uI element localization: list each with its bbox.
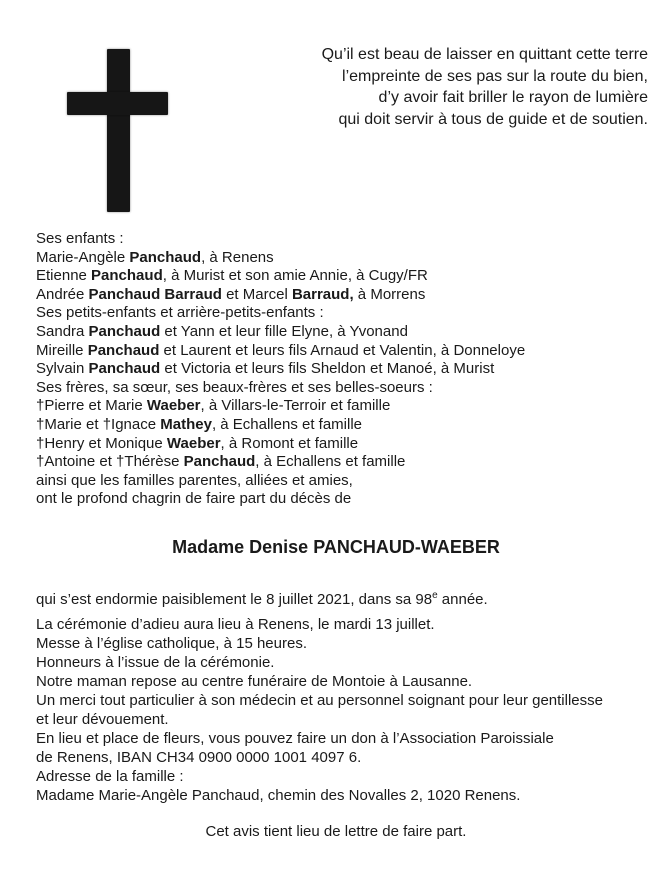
text-line: Adresse de la famille : [36,767,184,785]
text-line: Mireille Panchaud et Laurent et leurs fils Arnaud et Valentin, à Donneloye [36,341,526,359]
text-line: ont le profond chagrin de faire part du décès de [36,490,352,508]
text-line: Messe à l’église catholique, à 15 heures. [36,634,307,652]
text-line: †Henry et Monique Waeber, à Romont et famille [36,434,359,452]
text-line: Ses enfants : [36,230,124,247]
text-line: d’y avoir fait briller le rayon de lumière [378,89,648,107]
text-line: qui s’est endormie paisiblement le 8 juillet 2021, dans sa 98e année. [36,589,488,608]
deceased-name: Madame Denise PANCHAUD-WAEBER [172,536,500,557]
text-line: †Pierre et Marie Waeber, à Villars-le-Terroir et famille [36,397,391,415]
text-line: Ses frères, sa sœur, ses beaux-frères et ses belles-soeurs : [36,378,433,396]
text-line: Ses petits-enfants et arrière-petits-enfants : [36,304,324,322]
cross-vertical-bar [107,49,130,212]
text-line: de Renens, IBAN CH34 0900 0000 1001 4097 6. [36,748,362,766]
epigraph-verse [322,44,648,130]
text-line: †Antoine et †Thérèse Panchaud, à Echallens et famille [36,453,406,471]
text-line: ainsi que les familles parentes, alliées et amies, [36,471,353,489]
text-line: et leur dévouement. [36,710,169,728]
text-line: Sylvain Panchaud et Victoria et leurs fils Sheldon et Manoé, à Murist [36,360,495,378]
family-announcement-list [36,230,672,509]
text-line: Qu’il est beau de laisser en quittant cette terre [321,46,648,63]
latin-cross-icon [67,49,168,212]
text-line: Etienne Panchaud, à Murist et son amie Annie, à Cugy/FR [36,267,428,285]
header-section [0,0,672,230]
text-line: Un merci tout particulier à son médecin et au personnel soignant pour leur gentillesse [36,691,603,709]
text-line: qui doit servir à tous de guide et de soutien. [338,110,648,128]
text-line: La cérémonie d’adieu aura lieu à Renens, le mardi 13 juillet. [36,615,435,633]
cross-horizontal-bar [67,92,168,115]
text-line: Honneurs à l’issue de la cérémonie. [36,653,275,671]
ceremony-details [36,590,672,805]
text-line: Andrée Panchaud Barraud et Marcel Barraud, à Morrens [36,285,426,303]
text-line: Marie-Angèle Panchaud, à Renens [36,248,274,266]
text-line: Notre maman repose au centre funéraire de Montoie à Lausanne. [36,672,473,690]
footer-note: Cet avis tient lieu de lettre de faire part. [205,822,467,840]
text-line: †Marie et †Ignace Mathey, à Echallens et famille [36,415,363,433]
text-line: En lieu et place de fleurs, vous pouvez faire un don à l’Association Paroissiale [36,729,554,747]
text-line: l’empreinte de ses pas sur la route du bien, [342,67,648,85]
text-line: Sandra Panchaud et Yann et leur fille Elyne, à Yvonand [36,322,408,340]
text-line: Madame Marie-Angèle Panchaud, chemin des Novalles 2, 1020 Renens. [36,786,521,804]
